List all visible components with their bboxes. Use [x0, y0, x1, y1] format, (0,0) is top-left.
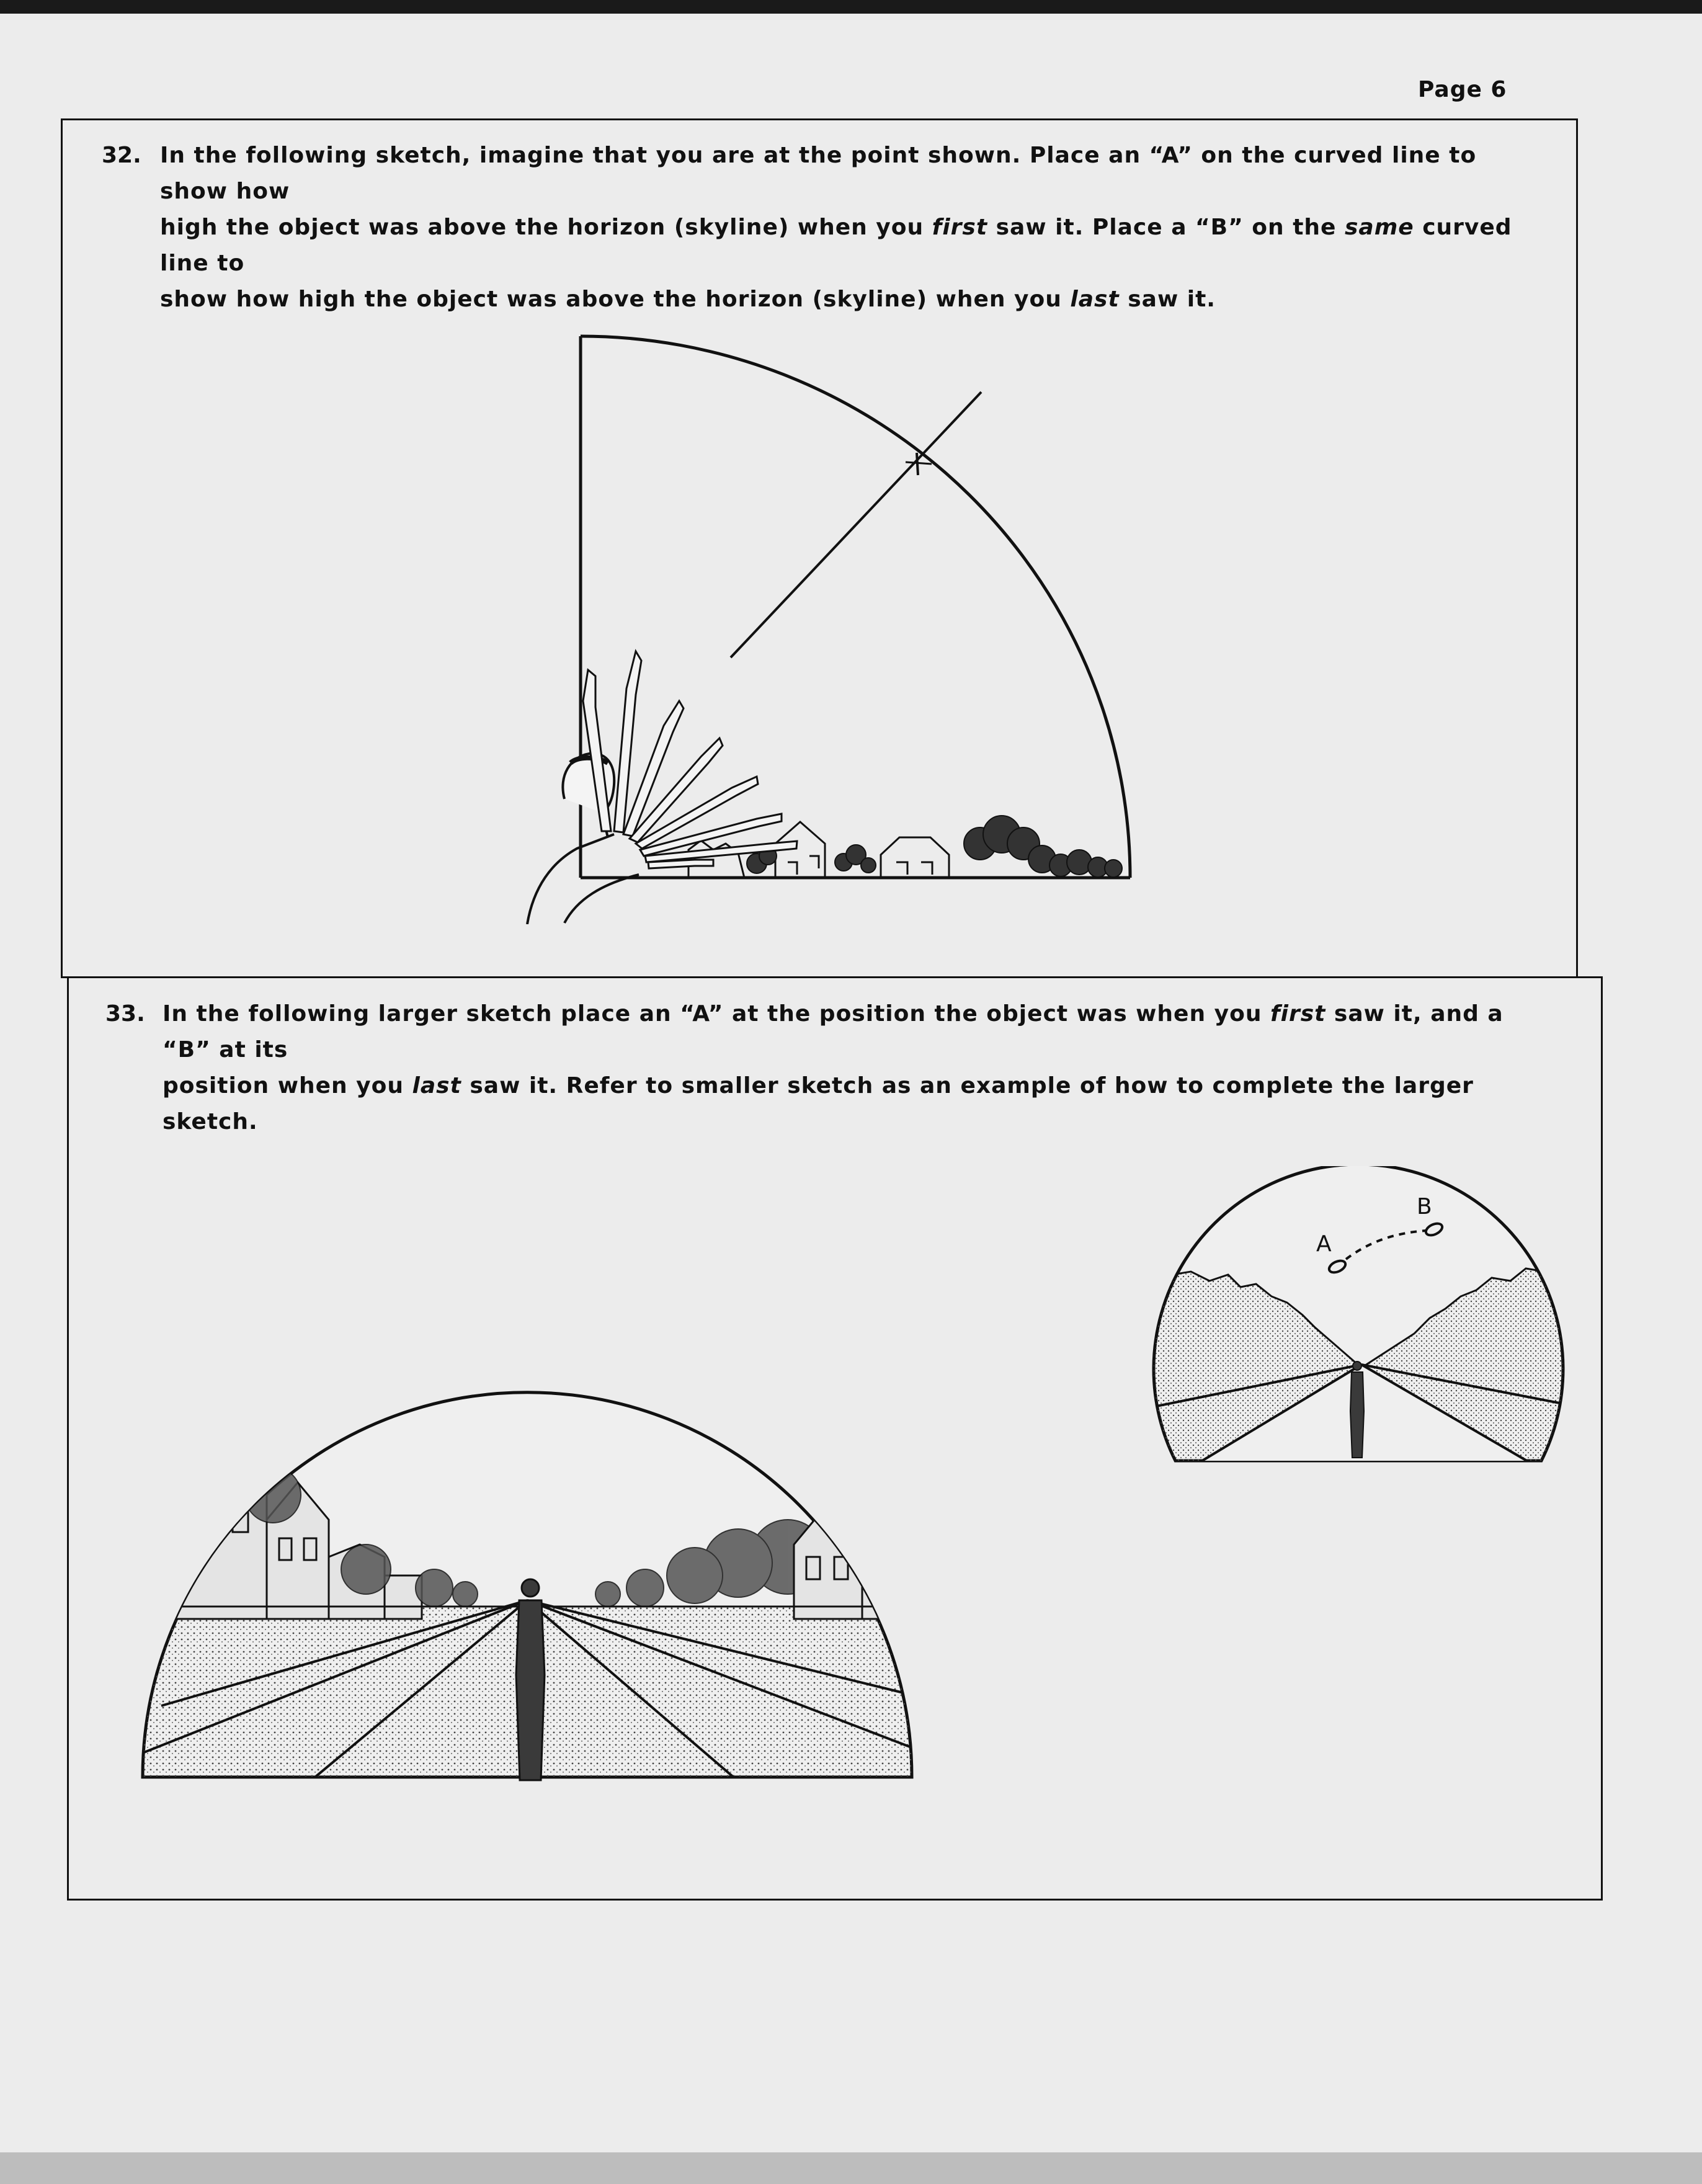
question-32-line-1: In the following sketch, imagine that you are at the point shown. Place an “A” on the curved line to show how [160, 143, 1477, 204]
example-sketch [1147, 1166, 1569, 1476]
right-buildings [794, 1507, 906, 1619]
label-b: B [1417, 1194, 1432, 1219]
question-32-line-3: show how high the object was above the horizon (skyline) when you last saw it. [160, 287, 1216, 312]
elevation-arc-sketch [509, 329, 1141, 924]
example-person [1350, 1362, 1364, 1458]
question-32-line-2: high the object was above the horizon (skyline) when you first saw it. Place a “B” on the same curved line to [160, 215, 1512, 276]
large-street-sketch [99, 1172, 955, 1786]
question-33-line-1: In the following larger sketch place an “A” at the position the object was when you first saw it, and a “B” at its [163, 1001, 1504, 1063]
question-33-line-2: position when you last saw it. Refer to smaller sketch as an example of how to complete the larger sketch. [163, 1073, 1474, 1134]
label-a: A [1316, 1231, 1332, 1257]
question-33-text [163, 996, 1558, 1140]
question-32-number: 32. [102, 143, 141, 168]
scan-top-edge [0, 0, 1702, 14]
scan-bottom-edge [0, 2152, 1702, 2184]
standing-person [516, 1579, 545, 1780]
elevation-curve [581, 336, 1130, 878]
sighting-line [731, 392, 981, 657]
question-32-text [160, 138, 1537, 318]
page-number: Page 6 [1418, 77, 1507, 102]
pointing-arms [583, 651, 797, 868]
question-33-number: 33. [105, 1001, 145, 1027]
